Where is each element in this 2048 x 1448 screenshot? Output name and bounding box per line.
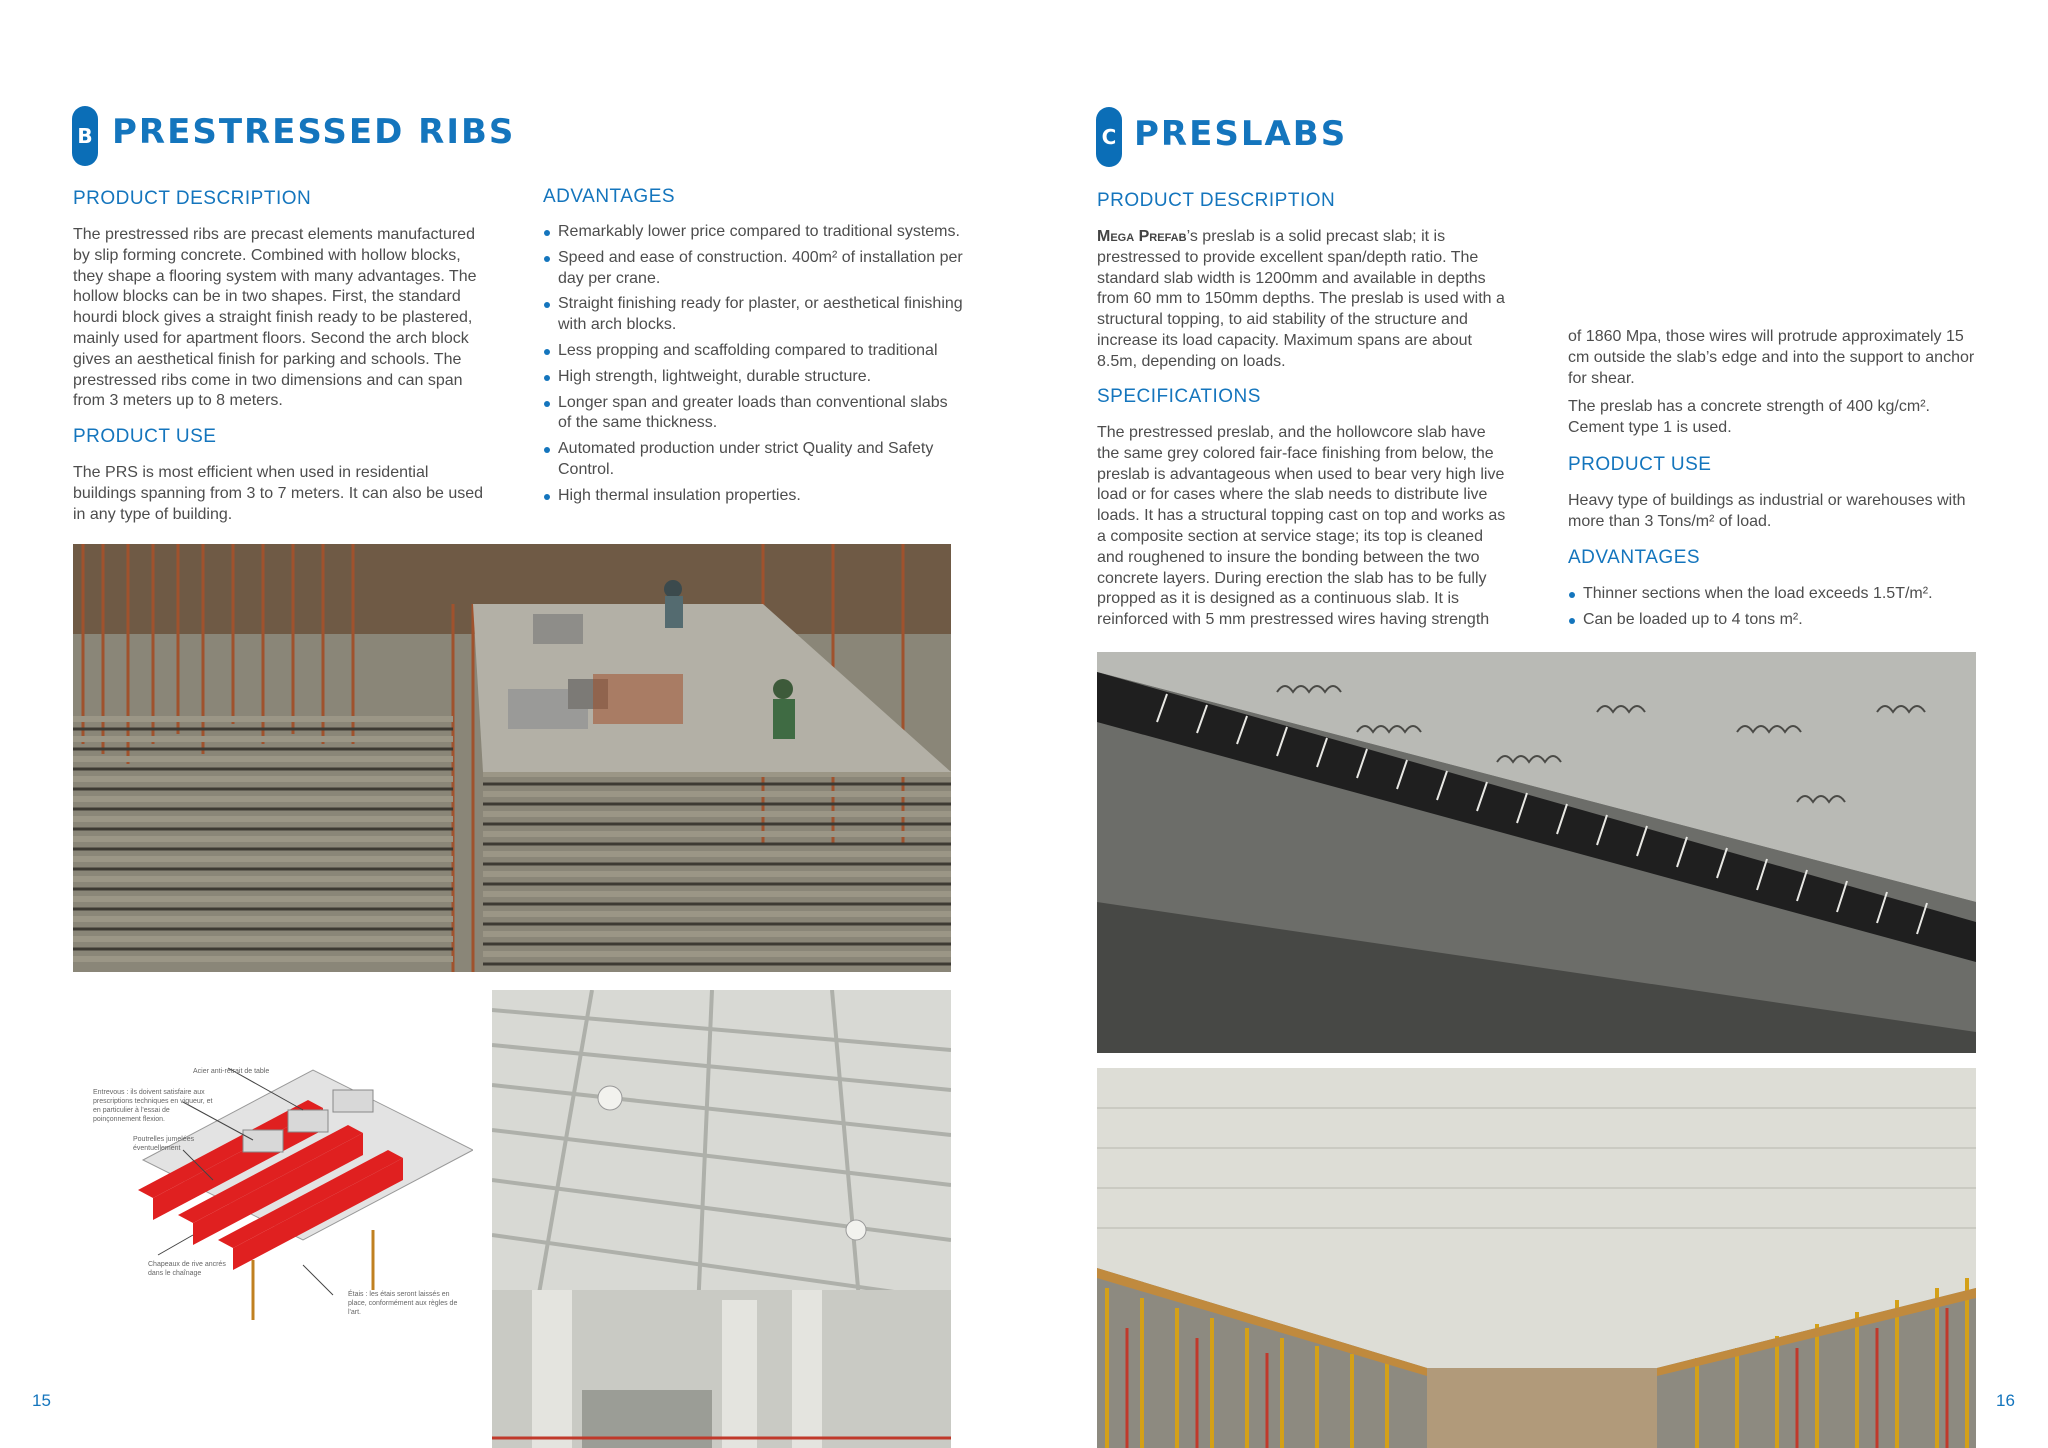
list-item: Thinner sections when the load exceeds 1.5T/m². (1568, 584, 1978, 605)
page-title-prestressed-ribs: PRESTRESSED RIBS (112, 112, 516, 152)
advantages-list (1568, 584, 1978, 636)
product-description-heading: PRODUCT DESCRIPTION (73, 188, 312, 209)
specifications-heading: SPECIFICATIONS (1097, 386, 1261, 407)
construction-site-photo (73, 544, 951, 972)
product-description-text: The prestressed ribs are precast elements manufactured by slip forming concrete. Combined with hollow blocks, they shape a flooring system with many advantages. The hollow blocks can be in two shapes. First, the standard hourdi block gives a straight finish ready to be plastered, mainly used for apartment floors. Second the arch block gives an aesthetical finish for parking and schools. The prestressed ribs come in two dimensions and can span from 3 meters up to 8 meters. (73, 226, 477, 410)
section-c-badge: C (1096, 107, 1122, 167)
list-item: Less propping and scaffolding compared to traditional (543, 341, 963, 362)
product-description-heading: PRODUCT DESCRIPTION (1097, 190, 1336, 211)
advantages-list (543, 222, 963, 512)
rib-system-diagram (73, 990, 473, 1350)
list-item: Remarkably lower price compared to traditional systems. (543, 222, 963, 243)
section-b-badge: B (72, 106, 98, 166)
arch-block-ceiling-photo (492, 990, 951, 1448)
product-use-text: The PRS is most efficient when used in residential buildings spanning from 3 to 7 meters. It can also be used in any type of building. (73, 464, 484, 523)
product-description-text (1097, 227, 1505, 373)
list-item: Straight finishing ready for plaster, or aesthetical finishing with arch blocks. (543, 294, 963, 336)
product-use-text: Heavy type of buildings as industrial or warehouses with more than 3 Tons/m² of load. (1568, 492, 1966, 530)
list-item: Automated production under strict Quality and Safety Control. (543, 439, 963, 481)
page-number-left: 15 (32, 1391, 51, 1410)
diagram-label: Acier anti-retrait de table (193, 1068, 270, 1075)
list-item: Speed and ease of construction. 400m² of installation per day per crane. (543, 248, 963, 290)
product-use-heading: PRODUCT USE (73, 426, 217, 447)
advantages-heading: ADVANTAGES (1568, 547, 1701, 568)
advantages-heading: ADVANTAGES (543, 186, 676, 207)
product-use-heading: PRODUCT USE (1568, 454, 1712, 475)
preslab-ceiling-props-photo (1097, 1068, 1976, 1448)
diagram-label: Poutrelles jumelées éventuellement (133, 1136, 195, 1152)
diagram-label: Entrevous : ils doivent satisfaire aux prescriptions techniques en vigueur, et en particulier à l'essai de poinçonnement flexion. (93, 1089, 213, 1123)
specifications-continuation: of 1860 Mpa, those wires will protrude approximately 15 cm outside the slab’s edge and into the support to anchor for shear. (1568, 328, 1975, 387)
specifications-text: The prestressed preslab, and the hollowcore slab have the same grey colored fair-face finishing from below, the preslab is advantageous when used to bear very high live load or for cases where the slab needs to distribute live loads. It has a structural topping cast on top and works as a composite section at service stage; its top is cleaned and roughened to insure the bonding between the two concrete layers. During erection the slab has to be fully propped as it is designed as a continuous slab. It is reinforced with 5 mm prestressed wires having strength (1097, 424, 1506, 629)
diagram-label: Étais : les étais seront laissés en place, conformément aux règles de l'art. (348, 1291, 458, 1316)
list-item: High thermal insulation properties. (543, 486, 963, 507)
list-item: Longer span and greater loads than conventional slabs of the same thickness. (543, 393, 963, 435)
diagram-label: Chapeaux de rive ancrés dans le chaînage (148, 1261, 226, 1277)
brand-name: Mega Prefab (1097, 228, 1187, 245)
list-item: High strength, lightweight, durable structure. (543, 367, 963, 388)
preslab-wires-photo (1097, 652, 1976, 1053)
concrete-strength-text: The preslab has a concrete strength of 400 kg/cm². Cement type 1 is used. (1568, 398, 1930, 436)
list-item: Can be loaded up to 4 tons m². (1568, 610, 1978, 631)
page-number-right: 16 (1996, 1391, 2015, 1410)
product-description-body: ’s preslab is a solid precast slab; it is prestressed to provide excellent span/depth ratio. The standard slab width is 1200mm and available in depths from 60 mm to 150mm depths. The preslab is used with a structural topping, to aid stability of the structure and increase its load capacity. Maximum spans are about 8.5m, depending on loads. (1097, 228, 1505, 370)
page-title-preslabs: PRESLABS (1134, 114, 1348, 154)
